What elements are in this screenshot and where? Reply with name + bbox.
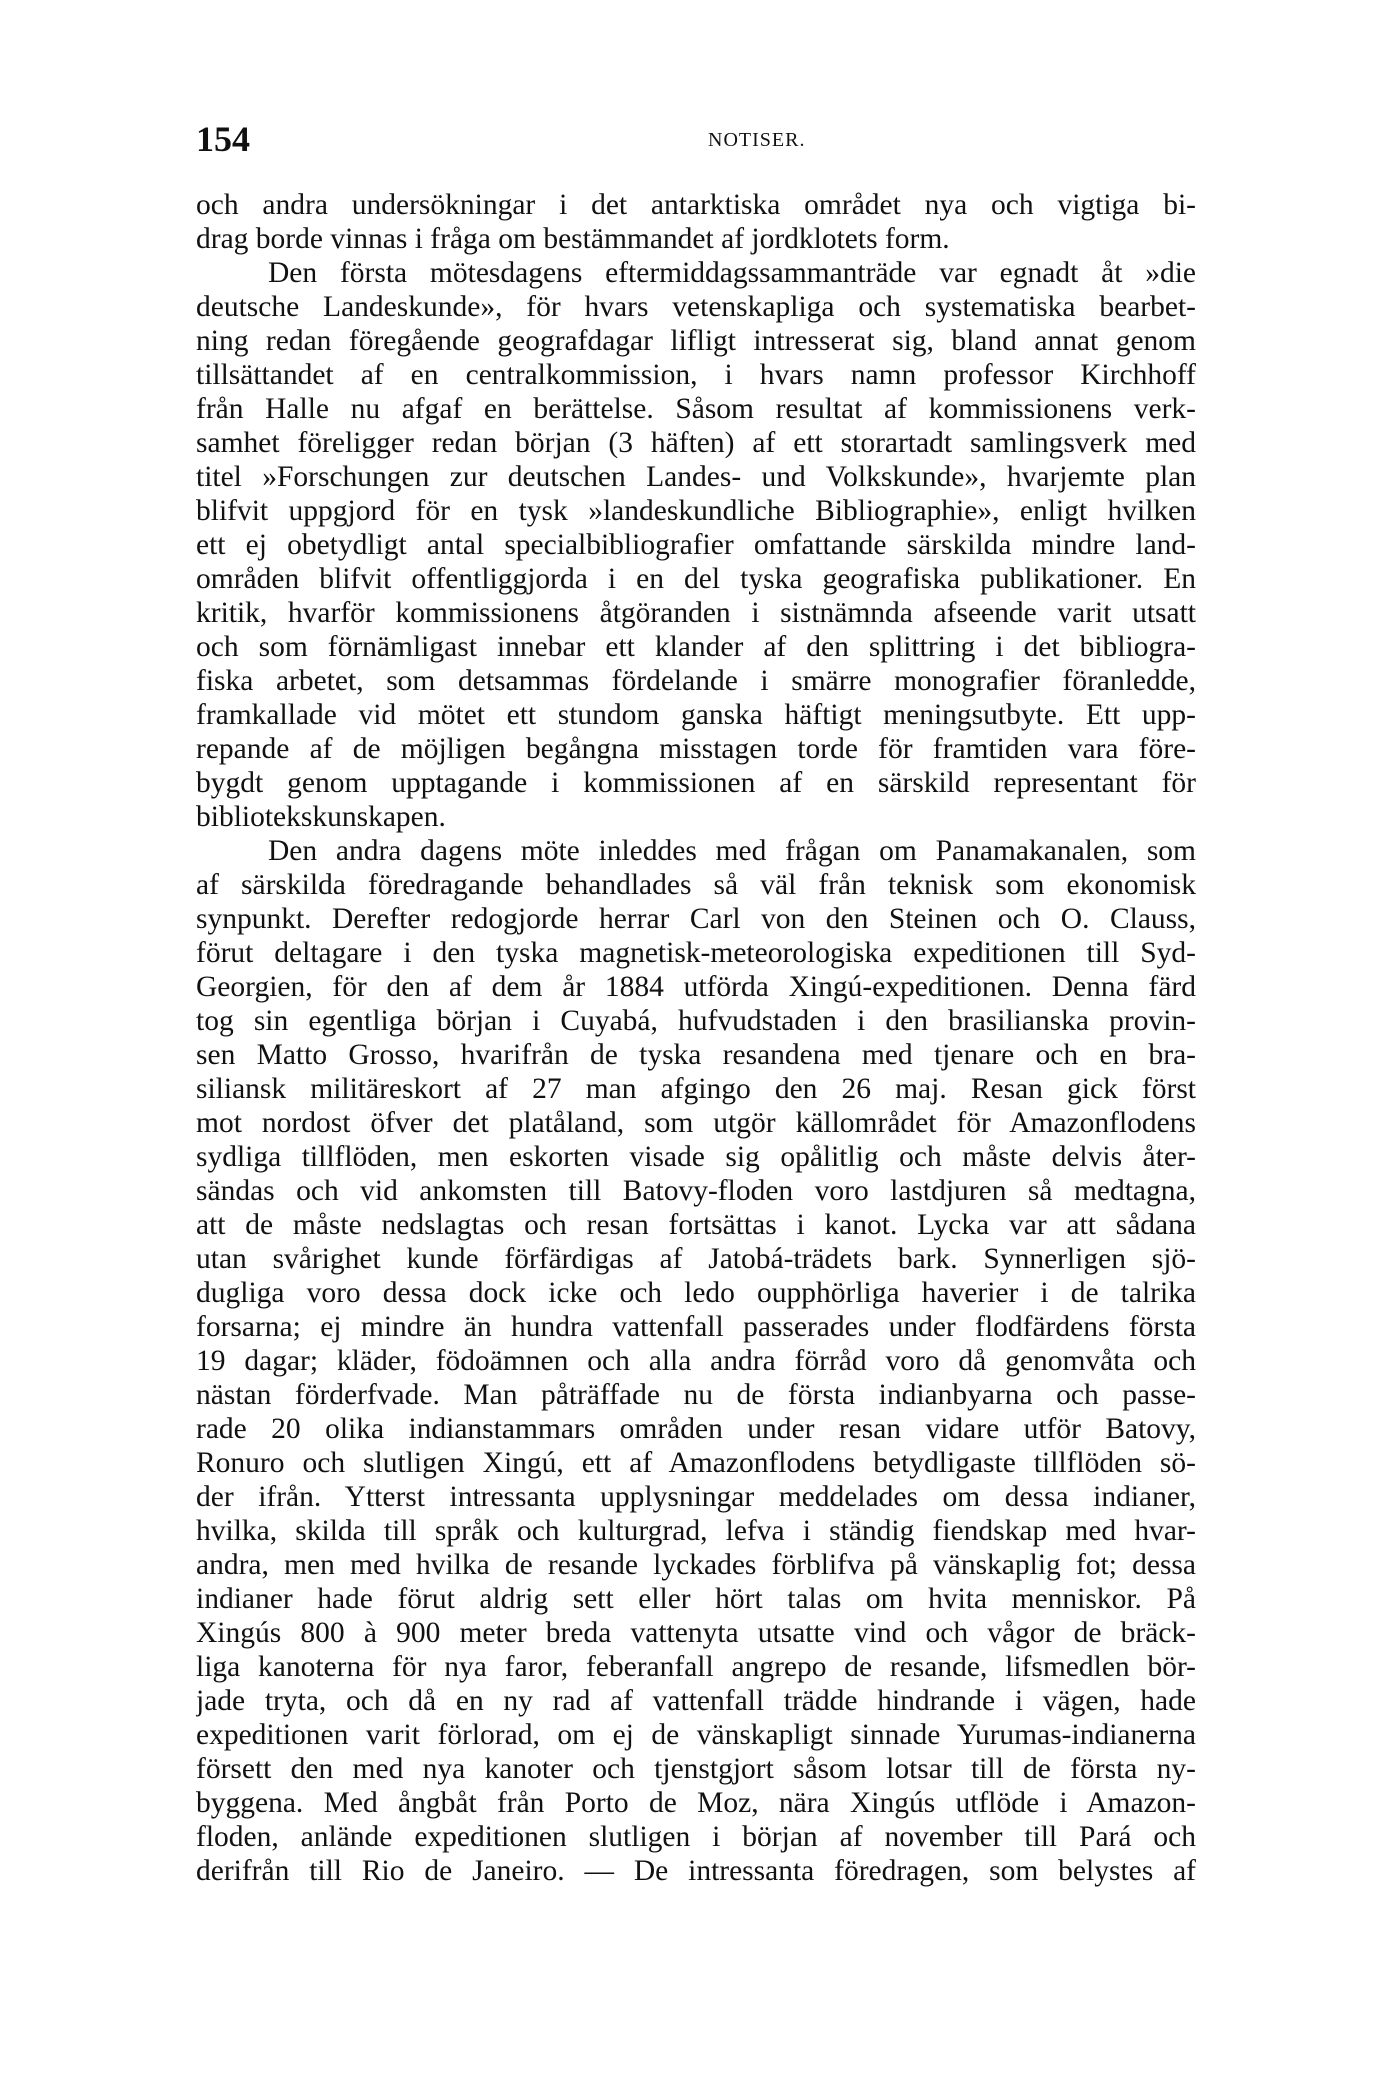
text-line: samhet föreligger redan början (3 häften) af ett storartadt samlingsverk med	[196, 427, 1196, 459]
text-line: der ifrån. Ytterst intressanta upplysningar meddelades om dessa indianer,	[196, 1481, 1196, 1513]
text-line: och andra undersökningar i det antarktiska området nya och vigtiga bi-	[196, 189, 1196, 221]
text-line: deutsche Landeskunde», för hvars vetenskapliga och systematiska bearbet-	[196, 291, 1196, 323]
text-line: ning redan föregående geografdagar lifligt intresserat sig, bland annat genom	[196, 325, 1196, 357]
page-header	[196, 114, 1196, 164]
text-line: sändas och vid ankomsten till Batovy-floden voro lastdjuren så medtagna,	[196, 1175, 1196, 1207]
text-line: rade 20 olika indianstammars områden under resan vidare utför Batovy,	[196, 1413, 1196, 1445]
text-line: sen Matto Grosso, hvarifrån de tyska resandena med tjenare och en bra-	[196, 1039, 1196, 1071]
text-line: områden blifvit offentliggjorda i en del tyska geografiska publikationer. En	[196, 563, 1196, 595]
text-line: 19 dagar; kläder, födoämnen och alla andra förråd voro då genomvåta och	[196, 1345, 1196, 1377]
text-line: tog sin egentliga början i Cuyabá, hufvudstaden i den brasilianska provin-	[196, 1005, 1196, 1037]
text-line: af särskilda föredragande behandlades så väl från teknisk som ekonomisk	[196, 869, 1196, 901]
running-head: NOTISER.	[708, 129, 806, 151]
text-line: titel »Forschungen zur deutschen Landes- und Volkskunde», hvarjemte plan	[196, 461, 1196, 493]
text-line: blifvit uppgjord för en tysk »landeskundliche Bibliographie», enligt hvilken	[196, 495, 1196, 527]
text-line: kritik, hvarför kommissionens åtgöranden i sistnämnda afseende varit utsatt	[196, 597, 1196, 629]
text-line: dugliga voro dessa dock icke och ledo oupphörliga haverier i de talrika	[196, 1277, 1196, 1309]
text-line: att de måste nedslagtas och resan fortsättas i kanot. Lycka var att sådana	[196, 1209, 1196, 1241]
text-line: siliansk militäreskort af 27 man afgingo den 26 maj. Resan gick först	[196, 1073, 1196, 1105]
text-line: Xingús 800 à 900 meter breda vattenyta utsatte vind och vågor de bräck-	[196, 1617, 1196, 1649]
text-line: liga kanoterna för nya faror, feberanfall angrepo de resande, lifsmedlen bör-	[196, 1651, 1196, 1683]
text-line: hvilka, skilda till språk och kulturgrad, lefva i ständig fiendskap med hvar-	[196, 1515, 1196, 1547]
text-line: försett den med nya kanoter och tjenstgjort såsom lotsar till de första ny-	[196, 1753, 1196, 1785]
text-line: ett ej obetydligt antal specialbibliografier omfattande särskilda mindre land-	[196, 529, 1196, 561]
text-line: och som förnämligast innebar ett klander af den splittring i det bibliogra-	[196, 631, 1196, 663]
body-text	[196, 188, 1196, 1888]
text-line: nästan förderfvade. Man påträffade nu de första indianbyarna och passe-	[196, 1379, 1196, 1411]
text-line: andra, men med hvilka de resande lyckades förblifva på vänskaplig fot; dessa	[196, 1549, 1196, 1581]
text-line: utan svårighet kunde förfärdigas af Jatobá-trädets bark. Synnerligen sjö-	[196, 1243, 1196, 1275]
text-line: sydliga tillflöden, men eskorten visade sig opålitlig och måste delvis åter-	[196, 1141, 1196, 1173]
text-line: expeditionen varit förlorad, om ej de vänskapligt sinnade Yurumas-indianerna	[196, 1719, 1196, 1751]
text-line: bygdt genom upptagande i kommissionen af en särskild representant för	[196, 767, 1196, 799]
text-line: derifrån till Rio de Janeiro. — De intressanta föredragen, som belystes af	[196, 1855, 1196, 1887]
text-line: tillsättandet af en centralkommission, i hvars namn professor Kirchhoff	[196, 359, 1196, 391]
text-line: Ronuro och slutligen Xingú, ett af Amazonflodens betydligaste tillflöden sö-	[196, 1447, 1196, 1479]
text-line: bibliotekskunskapen.	[196, 801, 446, 833]
text-line: repande af de möjligen begångna misstagen torde för framtiden vara före-	[196, 733, 1196, 765]
text-line: byggena. Med ångbåt från Porto de Moz, nära Xingús utflöde i Amazon-	[196, 1787, 1196, 1819]
paragraph-first-line: Den andra dagens möte inleddes med frågan om Panamakanalen, som	[268, 835, 1196, 867]
text-line: jade tryta, och då en ny rad af vattenfall trädde hindrande i vägen, hade	[196, 1685, 1196, 1717]
text-line: forsarna; ej mindre än hundra vattenfall passerades under flodfärdens första	[196, 1311, 1196, 1343]
paragraph-first-line: Den första mötesdagens eftermiddagssammanträde var egnadt åt »die	[268, 257, 1196, 289]
text-line: förut deltagare i den tyska magnetisk-meteorologiska expeditionen till Syd-	[196, 937, 1196, 969]
text-line: indianer hade förut aldrig sett eller hört talas om hvita menniskor. På	[196, 1583, 1196, 1615]
text-line: Georgien, för den af dem år 1884 utförda Xingú-expeditionen. Denna färd	[196, 971, 1196, 1003]
page-number: 154	[196, 119, 250, 159]
text-line: från Halle nu afgaf en berättelse. Såsom resultat af kommissionens verk-	[196, 393, 1196, 425]
text-line: drag borde vinnas i fråga om bestämmandet af jordklotets form.	[196, 223, 950, 255]
text-line: mot nordost öfver det platåland, som utgör källområdet för Amazonflodens	[196, 1107, 1196, 1139]
text-line: synpunkt. Derefter redogjorde herrar Carl von den Steinen och O. Clauss,	[196, 903, 1196, 935]
text-line: fiska arbetet, som detsammas fördelande i smärre monografier föranledde,	[196, 665, 1196, 697]
text-line: floden, anlände expeditionen slutligen i början af november till Pará och	[196, 1821, 1196, 1853]
text-line: framkallade vid mötet ett stundom ganska häftigt meningsutbyte. Ett upp-	[196, 699, 1196, 731]
